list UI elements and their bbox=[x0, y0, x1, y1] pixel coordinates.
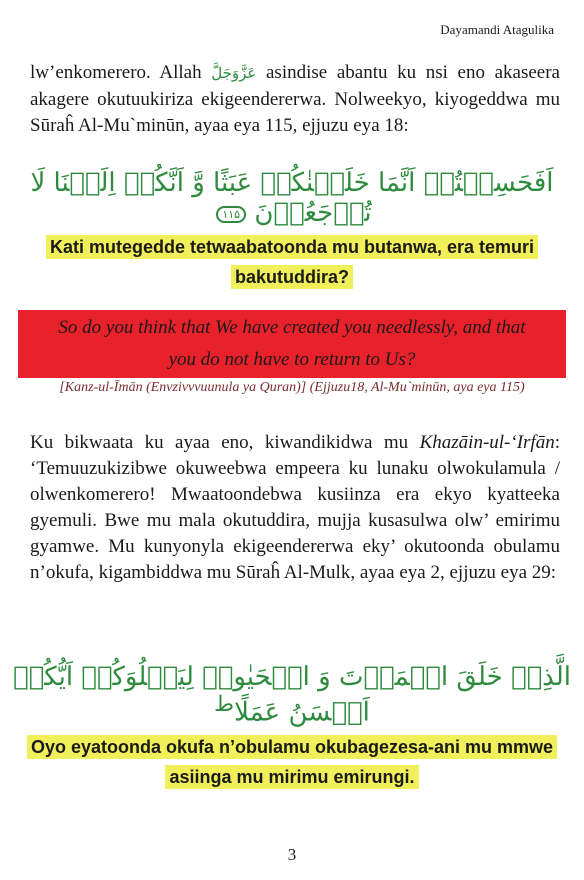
paragraph-intro-text-a: lw’enkomerero. Allah bbox=[30, 62, 212, 83]
commentary-start: Ku bikwaata ku ayaa eno, kiwandikidwa mu bbox=[30, 432, 420, 453]
translation-line: you do not have to return to Us? bbox=[168, 349, 416, 370]
ayah-number-marker: ۱۱۵ bbox=[216, 206, 246, 223]
highlight-line: Oyo eyatoonda okufa n’obulamu okubagezesa-ani mu mmwe bbox=[27, 735, 557, 759]
waqf-mark: ط bbox=[214, 692, 235, 717]
quran-verse-arabic-2 bbox=[0, 662, 584, 728]
translation-line: So do you think that We have created you needlessly, and that bbox=[58, 317, 526, 338]
highlight-line: bakutuddira? bbox=[231, 265, 353, 289]
paragraph-intro bbox=[30, 60, 560, 139]
highlight-line: Kati mutegedde tetwaabatoonda mu butanwa, era temuri bbox=[46, 235, 538, 259]
page-number: 3 bbox=[287, 845, 297, 864]
running-header: Dayamandi Atagulika bbox=[440, 22, 554, 37]
honorific-glyph: عَزَّوَجَلَّ bbox=[211, 66, 257, 82]
luganda-translation-highlight-2 bbox=[0, 732, 584, 792]
quran-verse-arabic bbox=[0, 168, 584, 228]
luganda-translation-highlight bbox=[0, 232, 584, 292]
quran-verse-text: اَفَحَسِبۡتُمۡ اَنَّمَا خَلَقۡنٰکُمۡ عَبَثًا وَّ اَنَّکُمۡ اِلَیۡنَا لَا تُرۡجَعُوۡنَ bbox=[30, 168, 554, 228]
paragraph-intro-text-b: asindise abantu ku nsi eno akaseera akagere okutuukiriza ekigeendererwa. Nolweekyo, kiyogeddwa mu Sūraĥ Al-Mu`minūn, ayaa eya 115, ejjuzu eya 18: bbox=[30, 62, 560, 136]
quran-verse-text-2: الَّذِیۡ خَلَقَ الۡمَوۡتَ وَ الۡحَیٰوۃَ لِیَبۡلُوَکُمۡ اَیُّکُمۡ اَحۡسَنُ عَمَلًا bbox=[13, 662, 571, 728]
commentary-rest: : ‘Temuuzukizibwe okuweebwa empeera ku lunaku olwokulamula / olwenkomerero! Mwaatoondebwa kusiinza era ekyo kyatteeka gyemuli. Bwe mu mala okutuddira, mujja kusasulwa olw’ emirimu gyamwe. Mu kunyonyla ekigeendererwa eky’ okutoonda obulamu n’okufa, kigambiddwa mu Sūraĥ Al-Mulk, ayaa eya 2, ejjuzu eya 29: bbox=[30, 432, 560, 583]
highlight-line: asiinga mu mirimu emirungi. bbox=[165, 765, 418, 789]
paragraph-commentary bbox=[30, 430, 560, 586]
verse-reference: [Kanz-ul-Īmān (Envzivvvuunula ya Quran)] (Ejjuzu18, Al-Mu`minūn, aya eya 115) bbox=[59, 380, 525, 395]
english-translation-block bbox=[18, 310, 566, 378]
book-title: Khazāin-ul-‘Irfān bbox=[419, 432, 555, 453]
